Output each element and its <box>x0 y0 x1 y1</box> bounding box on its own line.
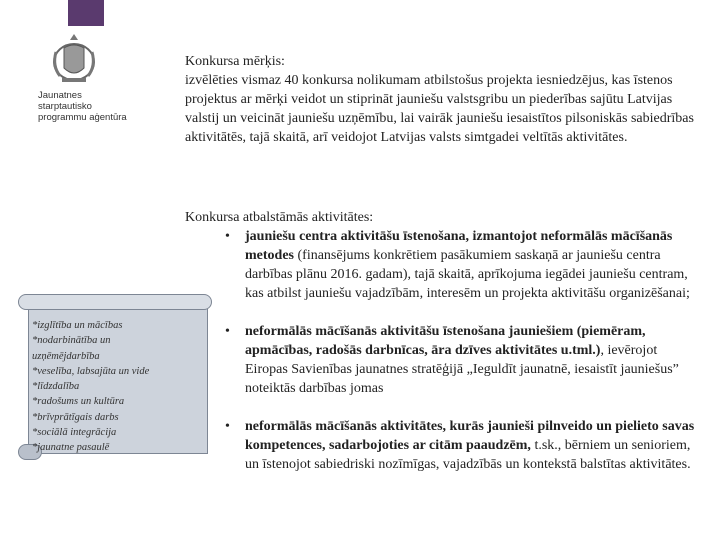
item2-text: , ievērojot Eiropas Savienības jaunatnes stratēģijā „Ieguldīt jaunatnē, iesaistīt jauniešus” noteiktās darbības jomas <box>245 343 679 396</box>
bullet: • <box>225 419 230 434</box>
item3-text: t.sk., bērniem un senioriem, un īstenojot sabiedriski nozīmīgas, vajadzībās un kontekstā balstītas aktivitātes. <box>245 438 691 472</box>
agency-name: Jaunatnes starptautisko programmu aģentūra <box>38 90 127 123</box>
activities-title: Konkursa atbalstāmās aktivitātes: <box>185 210 374 225</box>
item2-bold: neformālās mācīšanās aktivitāšu īstenošana jauniešiem (piemēram, apmācības, radošās darbnīcas, āra dzīves aktivitātes u.tml.) <box>245 324 646 358</box>
scroll-item: *radošums un kultūra <box>32 396 125 408</box>
item3-bold: neformālās mācīšanās aktivitātes, kurās jaunieši pilnveido un pielieto savas kompetences, sadarbojoties ar citām paaudzēm, <box>245 419 695 453</box>
agency-logo <box>38 32 127 123</box>
scroll-item: *veselība, labsajūta un vide <box>32 365 150 377</box>
coat-of-arms-icon <box>48 32 100 88</box>
scroll-item: *nodarbinātība un <box>32 335 111 347</box>
scroll-list <box>32 318 202 456</box>
contest-goals <box>185 52 695 147</box>
youth-strategy-scroll <box>18 288 214 460</box>
list-item <box>185 417 700 474</box>
item1-bold: jauniešu centra aktivitāšu īstenošana, izmantojot neformālās mācīšanās metodes <box>245 229 673 263</box>
scroll-item: uzņēmējdarbība <box>32 350 100 362</box>
list-item <box>185 322 700 398</box>
scroll-item: *brīvprātīgais darbs <box>32 411 119 423</box>
scroll-top-roll <box>18 294 212 310</box>
item1-text: (finansējums konkrētiem pasākumiem saskaņā ar jauniešu centra darbības plānu 2016. gadam), tajā skaitā, aprīkojuma iegādei jauniešu centram, kas atbilst jauniešu vajadzībām, interesēm un projekta aktivitāšu organizēšanai; <box>245 248 690 301</box>
bullet: • <box>225 324 230 339</box>
bullet: • <box>225 229 230 244</box>
scroll-item: *izglītība un mācības <box>32 320 123 331</box>
scroll-item: *jaunatne pasaulē <box>32 442 110 454</box>
goals-title: Konkursa mērķis: <box>185 54 285 69</box>
goals-text: izvēlēties vismaz 40 konkursa nolikumam atbilstošus projekta iesniedzējus, kas īstenos projektus ar mērķi veidot un stiprināt jauniešu valstsgribu un piederības sajūtu Latvijas valstij un veicināt jauniešu uzņēmību, lai vairāk jauniešu iesaistītos pilsoniskās sabiedrības aktivitātēs, tajā skaitā, arī veidojot Latvijas valsts simtgadei veltītās aktivitātes. <box>185 73 694 145</box>
top-accent-bar <box>68 0 104 26</box>
scroll-item: *līdzdalība <box>32 381 80 393</box>
supported-activities <box>185 208 700 474</box>
list-item <box>185 227 700 303</box>
scroll-item: *sociālā integrācija <box>32 427 117 439</box>
